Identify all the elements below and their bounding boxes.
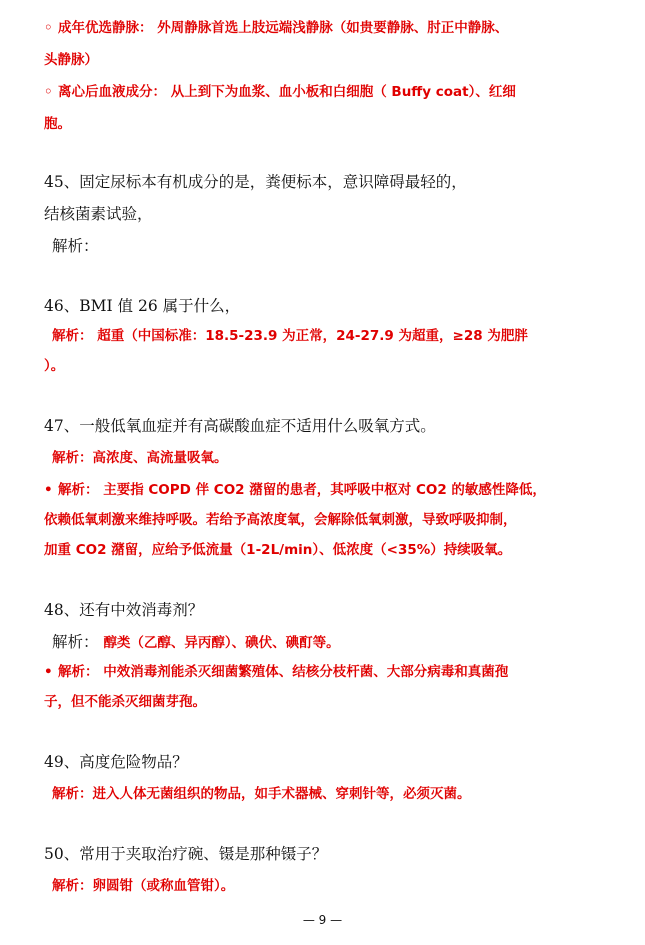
bullet-icon: • bbox=[44, 664, 53, 680]
answer-48 bbox=[52, 632, 340, 653]
answer-46: 解析： 超重（中国标准：18.5-23.9 为正常，24-27.9 为超重，≥28 为肥胖 bbox=[52, 328, 528, 344]
explanation-47-cont: 依赖低氧刺激来维持呼吸。若给予高浓度氧，会解除低氧刺激，导致呼吸抑制， bbox=[44, 512, 517, 528]
bullet-line-adult-vein bbox=[44, 18, 508, 38]
text: 解析： 中效消毒剂能杀灭细菌繁殖体、结核分枝杆菌、大部分病毒和真菌孢 bbox=[58, 664, 509, 680]
bullet-icon: ◦ bbox=[44, 20, 53, 36]
question-50: 50、常用于夹取治疗碗、镊是那种镊子？ bbox=[44, 845, 328, 863]
answer-text: 醇类（乙醇、异丙醇）、碘伏、碘酊等。 bbox=[103, 635, 340, 651]
text: 解析： 主要指 COPD 伴 CO2 潴留的患者，其呼吸中枢对 CO2 的敏感性降低， bbox=[58, 482, 546, 498]
explanation-48 bbox=[44, 662, 508, 682]
bullet-line-centrifuge bbox=[44, 82, 516, 102]
answer-label: 解析： bbox=[52, 633, 104, 651]
question-45-cont: 结核菌素试验， bbox=[44, 205, 153, 223]
bullet-icon: ◦ bbox=[44, 84, 53, 100]
page-number: — 9 — bbox=[302, 913, 343, 927]
answer-46-cont: ）。 bbox=[44, 358, 65, 374]
bullet-icon: • bbox=[44, 482, 53, 498]
explanation-47 bbox=[44, 480, 546, 500]
question-49: 49、高度危险物品？ bbox=[44, 753, 188, 771]
question-45: 45、固定尿标本有机成分的是，粪便标本，意识障碍最轻的， bbox=[44, 173, 467, 191]
answer-49: 解析：进入人体无菌组织的物品，如手术器械、穿刺针等，必须灭菌。 bbox=[52, 786, 471, 802]
answer-50: 解析：卵圆钳（或称血管钳）。 bbox=[52, 878, 235, 894]
text: 离心后血液成分： 从上到下为血浆、血小板和白细胞（ Buffy coat）、红细 bbox=[58, 84, 516, 100]
text-line: 胞。 bbox=[44, 116, 71, 132]
question-48: 48、还有中效消毒剂？ bbox=[44, 601, 204, 619]
explanation-47-cont: 加重 CO2 潴留，应给予低流量（1-2L/min）、低浓度（<35%）持续吸氧。 bbox=[44, 542, 512, 558]
answer-45-label: 解析： bbox=[52, 237, 99, 255]
explanation-48-cont: 子，但不能杀灭细菌芽孢。 bbox=[44, 694, 206, 710]
text-line: 头静脉） bbox=[44, 52, 98, 68]
text: 成年优选静脉： 外周静脉首选上肢远端浅静脉（如贵要静脉、肘正中静脉、 bbox=[58, 20, 509, 36]
answer-47: 解析：高浓度、高流量吸氧。 bbox=[52, 450, 228, 466]
question-47: 47、一般低氧血症并有高碳酸血症不适用什么吸氧方式。 bbox=[44, 417, 436, 435]
question-46: 46、BMI 值 26 属于什么， bbox=[44, 297, 241, 315]
